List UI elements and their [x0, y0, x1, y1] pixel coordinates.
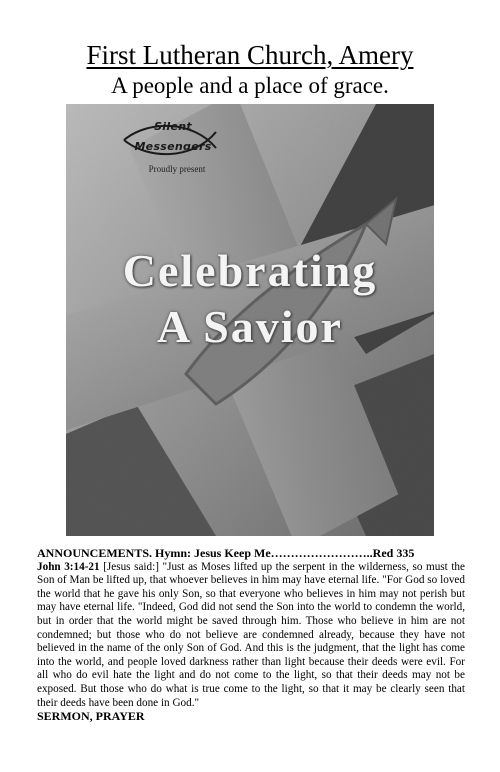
logo-line-1: Silent	[154, 120, 192, 133]
logo-line-2: Messengers	[134, 140, 212, 153]
cover-presents-text: Proudly present	[148, 164, 206, 174]
page-title: First Lutheran Church, Amery	[86, 40, 414, 70]
cover-title-line-2: A Savior	[157, 301, 343, 352]
cover-title-line-1: Celebrating	[122, 245, 378, 296]
scripture-reference: John 3:14-21	[37, 560, 100, 573]
cover-image	[66, 104, 434, 536]
scripture-reading	[37, 561, 465, 711]
sermon-prayer-line: SERMON, PRAYER	[37, 709, 145, 724]
page-tagline: A people and a place of grace.	[111, 73, 389, 98]
bulletin-text	[37, 547, 465, 724]
announcements-text: ANNOUNCEMENTS. Hymn: Jesus Keep Me……………………..Red 335	[37, 546, 415, 560]
announcements-line	[37, 547, 465, 561]
scripture-text: [Jesus said:] "Just as Moses lifted up the serpent in the wilderness, so must the Son of Man be lifted up, that whoever believes in him may have eternal life. "For God so loved the world that he gave his only Son, so that everyone who believes in him may not perish but may have eternal life. "Indeed, God did not send the Son into the world to condemn the world, but in order that the world might be saved through him. Those who believe in him are not condemned; but those who do not believe are condemned already, because they have not believed in the name of the only Son of God. And this is the judgment, that the light has come into the world, and people loved darkness rather than light because their deeds were evil. For all who do evil hate the light and do not come to the light, so that their deeds may not be exposed. But those who do what is true come to the light, so that it may be clearly seen that their deeds have been done in God."	[37, 560, 465, 709]
silent-messengers-logo	[118, 118, 228, 168]
